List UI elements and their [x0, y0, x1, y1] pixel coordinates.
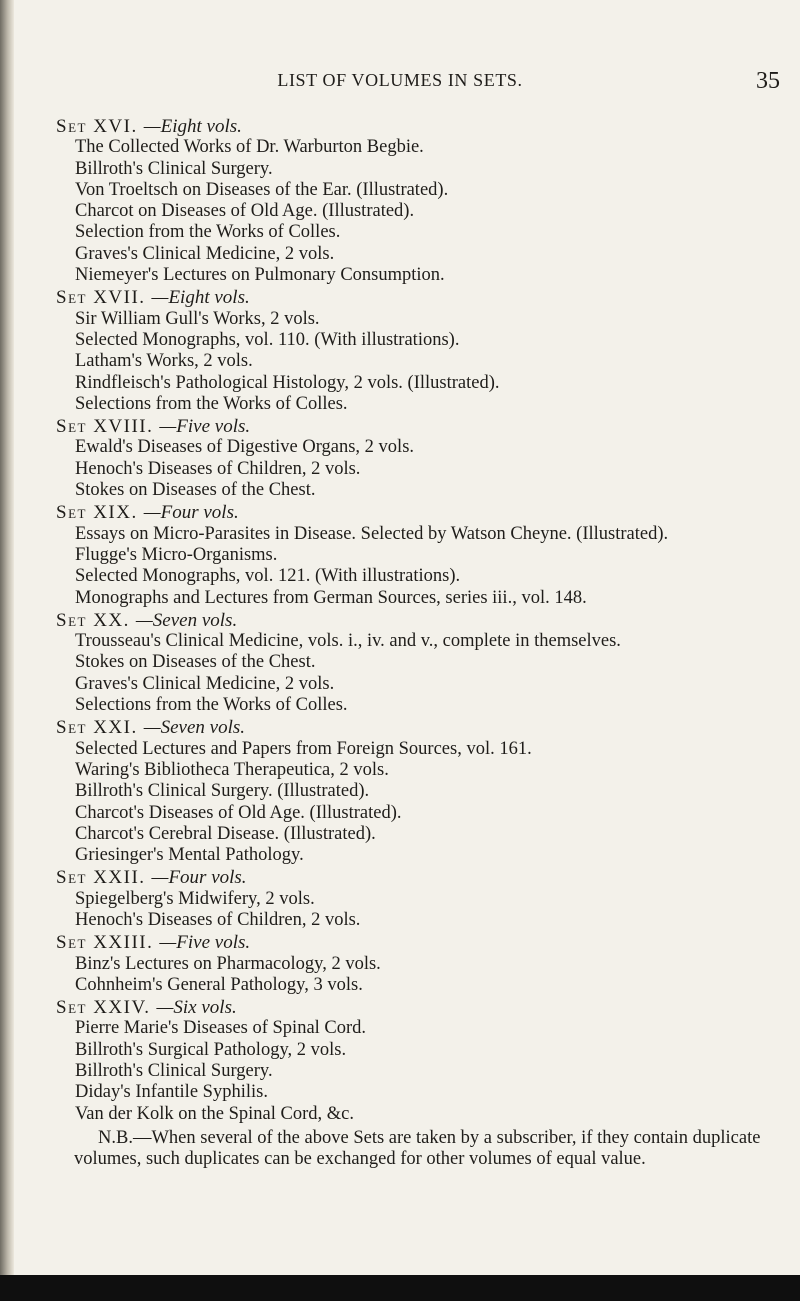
volume-entry: Cohnheim's General Pathology, 3 vols. — [75, 974, 363, 995]
volume-entry: Charcot on Diseases of Old Age. (Illustrated). — [75, 201, 415, 222]
volume-entry: Pierre Marie's Diseases of Spinal Cord. — [75, 1018, 367, 1039]
volume-entry: Flugge's Micro-Organisms. — [75, 544, 278, 565]
volume-entry: Stokes on Diseases of the Chest. — [75, 480, 316, 501]
set-volume-count: —Four vols. — [143, 502, 239, 524]
exchange-note: N.B.—When several of the above Sets are taken by a subscriber, if they contain duplicate volumes, such duplicates can be exchanged for other volumes of equal value. — [74, 1127, 761, 1169]
set-section — [56, 287, 780, 415]
volume-entry: Charcot's Diseases of Old Age. (Illustrated). — [75, 802, 402, 823]
running-title: LIST OF VOLUMES IN SETS. — [277, 70, 523, 90]
set-label: Set XVI. — [56, 116, 138, 137]
volume-entry: Griesinger's Mental Pathology. — [75, 845, 304, 866]
set-label: Set XXI. — [56, 717, 138, 739]
book-spine-shadow — [0, 0, 14, 1301]
volume-entry: Billroth's Surgical Pathology, 2 vols. — [75, 1039, 347, 1060]
set-volume-count: —Eight vols. — [143, 116, 242, 137]
set-volume-count: —Seven vols. — [143, 717, 246, 739]
set-section — [56, 610, 780, 716]
volume-list — [56, 115, 780, 1170]
page-number: 35 — [756, 68, 780, 94]
volume-entry: The Collected Works of Dr. Warburton Begbie. — [75, 137, 424, 158]
set-heading — [56, 932, 780, 953]
volume-entry: Latham's Works, 2 vols. — [75, 351, 253, 372]
set-label: Set XXIV. — [56, 997, 151, 1019]
volume-entry: Selection from the Works of Colles. — [75, 222, 341, 243]
set-section — [56, 867, 780, 931]
volume-entry: Monographs and Lectures from German Sources, series iii., vol. 148. — [75, 587, 587, 608]
set-heading — [56, 610, 780, 631]
set-heading — [56, 717, 780, 738]
volume-entry: Henoch's Diseases of Children, 2 vols. — [75, 909, 361, 930]
set-section — [56, 717, 780, 866]
volume-entry: Niemeyer's Lectures on Pulmonary Consumption. — [75, 265, 445, 286]
volume-entry: Spiegelberg's Midwifery, 2 vols. — [75, 888, 315, 909]
volume-entry: Billroth's Clinical Surgery. (Illustrated). — [75, 781, 370, 802]
set-heading — [56, 502, 780, 523]
volume-entry: Henoch's Diseases of Children, 2 vols. — [75, 458, 361, 479]
volume-entry: Billroth's Clinical Surgery. — [75, 158, 273, 179]
page-header — [0, 70, 800, 100]
set-volume-count: —Seven vols. — [135, 609, 238, 631]
volume-entry: Selected Monographs, vol. 121. (With illustrations). — [75, 566, 461, 587]
set-volume-count: —Six vols. — [156, 997, 237, 1019]
set-heading — [56, 116, 780, 137]
set-label: Set XXII. — [56, 867, 146, 889]
volume-entry: Selected Lectures and Papers from Foreign Sources, vol. 161. — [75, 738, 532, 759]
volume-entry: Graves's Clinical Medicine, 2 vols. — [75, 673, 335, 694]
volume-entry: Von Troeltsch on Diseases of the Ear. (Illustrated). — [75, 179, 449, 200]
volume-entry: Ewald's Diseases of Digestive Organs, 2 vols. — [75, 437, 415, 458]
volume-entry: Diday's Infantile Syphilis. — [75, 1082, 268, 1103]
set-section — [56, 932, 780, 996]
set-heading — [56, 287, 780, 308]
volume-entry: Selected Monographs, vol. 110. (With illustrations). — [75, 329, 460, 350]
volume-entry: Selections from the Works of Colles. — [75, 393, 348, 414]
volume-entry: Graves's Clinical Medicine, 2 vols. — [75, 243, 335, 264]
set-label: Set XVIII. — [56, 416, 154, 438]
volume-entry: Rindfleisch's Pathological Histology, 2 vols. (Illustrated). — [75, 372, 500, 393]
volume-entry: Waring's Bibliotheca Therapeutica, 2 vols. — [75, 759, 389, 780]
volume-entry: Charcot's Cerebral Disease. (Illustrated). — [75, 823, 376, 844]
set-label: Set XX. — [56, 609, 130, 631]
volume-entry: Essays on Micro-Parasites in Disease. Selected by Watson Cheyne. (Illustrated). — [75, 523, 669, 544]
volume-entry: Van der Kolk on the Spinal Cord, &c. — [75, 1103, 354, 1124]
set-section — [56, 997, 780, 1125]
set-label: Set XXIII. — [56, 932, 154, 954]
set-section — [56, 502, 780, 608]
set-label: Set XIX. — [56, 502, 138, 524]
set-label: Set XVII. — [56, 287, 146, 309]
set-volume-count: —Five vols. — [159, 932, 251, 954]
bottom-edge — [0, 1275, 800, 1301]
set-volume-count: —Four vols. — [151, 867, 247, 889]
volume-entry: Selections from the Works of Colles. — [75, 695, 348, 716]
volume-entry: Binz's Lectures on Pharmacology, 2 vols. — [75, 953, 381, 974]
volume-entry: Trousseau's Clinical Medicine, vols. i., iv. and v., complete in themselves. — [75, 631, 621, 652]
set-volume-count: —Eight vols. — [151, 287, 250, 309]
set-volume-count: —Five vols. — [159, 416, 251, 438]
set-heading — [56, 997, 780, 1018]
volume-entry: Billroth's Clinical Surgery. — [75, 1061, 273, 1082]
volume-entry: Stokes on Diseases of the Chest. — [75, 652, 316, 673]
volume-entry: Sir William Gull's Works, 2 vols. — [75, 308, 320, 329]
set-section — [56, 116, 780, 286]
set-heading — [56, 416, 780, 437]
set-heading — [56, 867, 780, 888]
set-section — [56, 416, 780, 501]
